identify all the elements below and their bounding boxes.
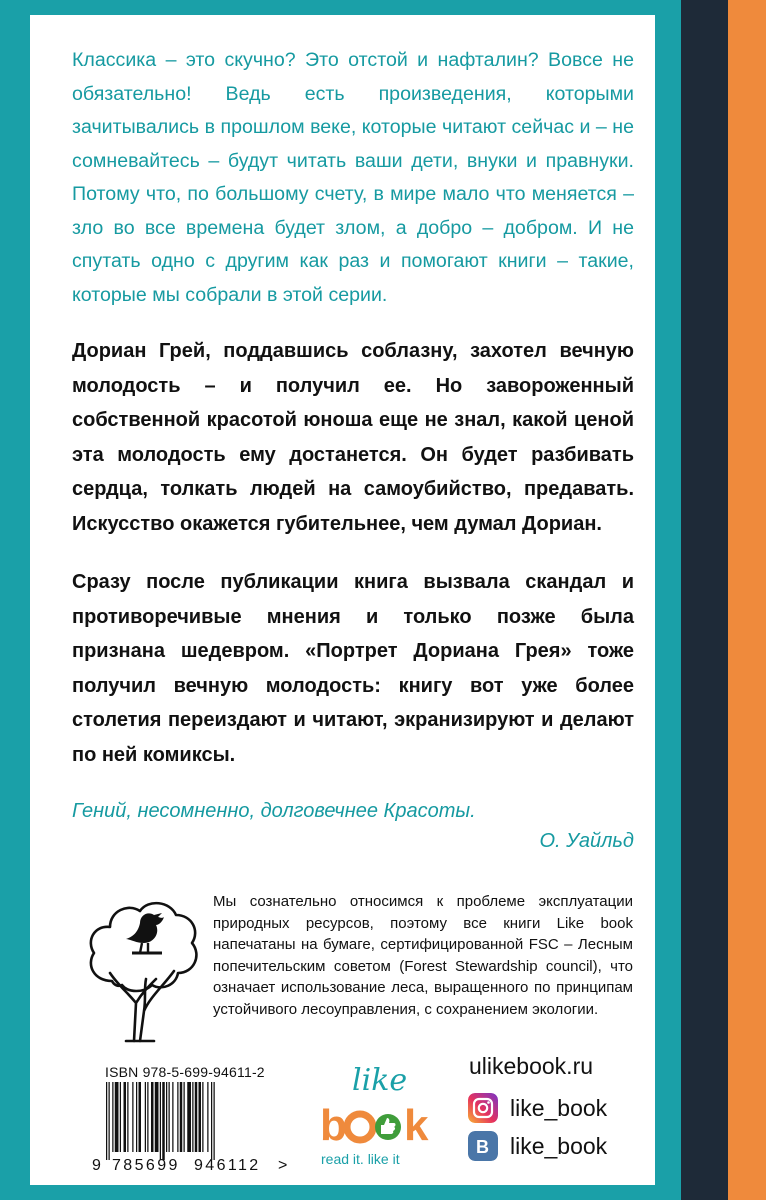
barcode-bars <box>106 1082 215 1160</box>
top-teal-border <box>0 0 655 15</box>
barcode-bar <box>151 1082 154 1152</box>
left-teal-border <box>0 0 30 1200</box>
barcode-digits-group1: 785699 <box>112 1157 180 1174</box>
vk-contact[interactable] <box>468 1131 607 1161</box>
barcode-bar <box>166 1082 167 1152</box>
quote-text: Гений, несомненно, долговечнее Красоты. <box>72 800 476 822</box>
barcode-bar <box>177 1082 178 1152</box>
barcode-bar <box>136 1082 137 1152</box>
quote-author: О. Уайльд <box>539 830 634 852</box>
vk-icon <box>468 1131 498 1161</box>
barcode-bar <box>187 1082 191 1152</box>
barcode-bar <box>195 1082 198 1152</box>
vk-handle: like_book <box>510 1132 608 1159</box>
tree-bird-icon <box>82 893 202 1043</box>
barcode-bar <box>109 1082 110 1160</box>
thumbs-up-icon <box>375 1114 401 1140</box>
logo-script: like <box>352 1063 408 1098</box>
barcode-bar <box>184 1082 185 1152</box>
barcode-bar <box>160 1082 161 1160</box>
barcode-bar <box>147 1082 148 1152</box>
barcode-bar <box>172 1082 173 1152</box>
logo-tagline: read it. like it <box>321 1151 400 1167</box>
spine-dark-stripe <box>681 0 728 1200</box>
barcode-digits-group2: 946112 <box>194 1157 261 1174</box>
barcode-bar <box>120 1082 121 1152</box>
eco-notice: Мы сознательно относимся к проблеме эксплуатации природных ресурсов, поэтому все книги Like book напечатаны на бумаге, сертифицированной FSC – Лесным попечительским советом (Forest Stewardship council), что означает использование леса, выращенного по принципам устойчивого лесоуправления, с сохранением экологии. <box>213 893 633 1018</box>
isbn-label: ISBN 978-5-699-94611-2 <box>105 1064 265 1080</box>
barcode-bar <box>132 1082 133 1152</box>
barcode-bar <box>211 1082 212 1160</box>
barcode-bar <box>202 1082 203 1152</box>
like-book-logo <box>318 1060 440 1170</box>
barcode-bar <box>214 1082 215 1160</box>
barcode <box>90 1082 290 1174</box>
barcode-bar <box>115 1082 119 1152</box>
instagram-handle: like_book <box>510 1094 608 1121</box>
vk-icon-letter: B <box>476 1137 489 1157</box>
logo-wordmark-k: k <box>404 1101 429 1150</box>
instagram-icon <box>468 1093 498 1123</box>
barcode-bar <box>106 1082 107 1160</box>
barcode-bar <box>145 1082 146 1152</box>
spine-orange-stripe <box>728 0 766 1200</box>
bottom-teal-border <box>0 1185 655 1200</box>
barcode-bar <box>192 1082 193 1152</box>
barcode-digit-first: 9 <box>92 1157 101 1174</box>
barcode-bar <box>127 1082 128 1152</box>
series-intro: Классика – это скучно? Это отстой и нафталин? Вовсе не обязательно! Ведь есть произведения, которыми зачитывались в прошлом веке, которые читают сейчас и – не сомневайтесь – будут читать ваши дети, внуки и правнуки. Потому что, по большому счету, в мире мало что меняется – зло во все времена будет злом, а добро – добром. И не спутать одно с другим как раз и помогают книги – такие, которые мы собрали в этой серии. <box>72 49 634 306</box>
barcode-bar <box>139 1082 142 1152</box>
barcode-bar <box>180 1082 183 1152</box>
instagram-contact[interactable] <box>468 1093 607 1123</box>
logo-wordmark-b: b <box>320 1101 347 1150</box>
logo-letter-o-1 <box>347 1114 373 1140</box>
barcode-bar <box>112 1082 113 1152</box>
barcode-bar <box>207 1082 208 1152</box>
barcode-digit-end: > <box>278 1157 288 1174</box>
barcode-bar <box>199 1082 202 1152</box>
barcode-bar <box>155 1082 159 1152</box>
website-link[interactable]: ulikebook.ru <box>469 1053 594 1079</box>
barcode-bar <box>124 1082 127 1152</box>
book-summary: Дориан Грей, поддавшись соблазну, захотел вечную молодость – и получил ее. Но завороженный собственной красотой юноша еще не знал, какой ценой эта молодость ему достанется. Он будет разбивать сердца, толкать людей на самоубийство, предавать. Искусство окажется губительнее, чем думал Дориан. <box>72 340 634 535</box>
book-history: Сразу после публикации книга вызвала скандал и противоречивые мнения и только позже была признана шедевром. «Портрет Дориана Грея» тоже получил вечную молодость: книгу вот уже более столетия переиздают и читают, экранизируют и делают по ней комиксы. <box>72 571 634 766</box>
barcode-bar <box>169 1082 170 1152</box>
spine-teal-stripe <box>655 0 681 1200</box>
barcode-bar <box>162 1082 165 1160</box>
